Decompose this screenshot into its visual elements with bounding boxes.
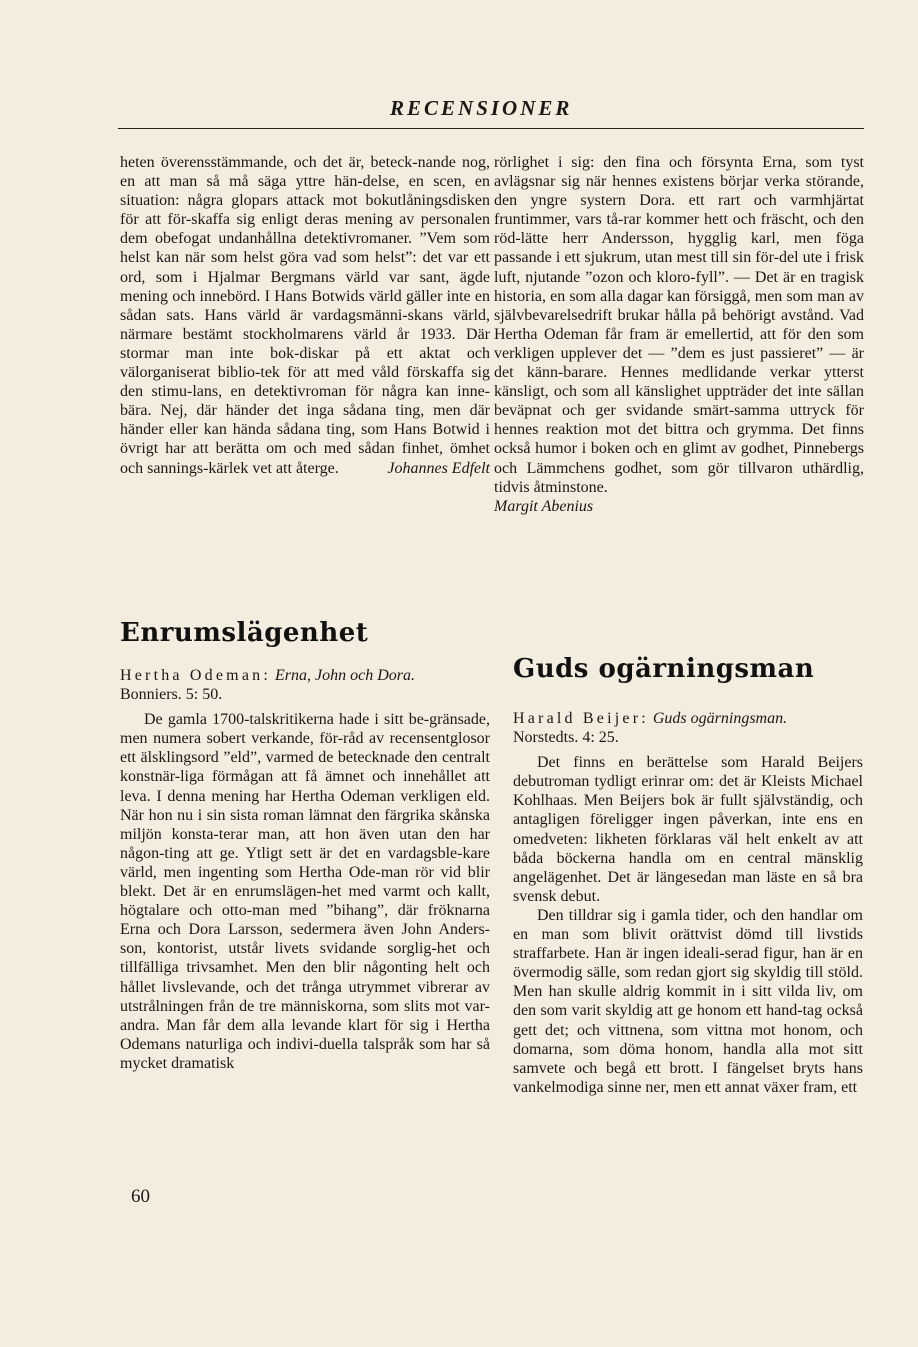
- review-enrumslagenhet-continued: [494, 153, 864, 516]
- bibliographic-entry: [513, 709, 863, 747]
- previous-review-ending: [120, 153, 490, 478]
- book-author: Hertha Odeman:: [120, 667, 271, 684]
- book-publisher: Norstedts. 4: 25.: [513, 729, 619, 747]
- review-signature: Margit Abenius: [494, 497, 594, 515]
- review-title-guds-ogarningsman: Guds ogärningsman: [513, 654, 815, 684]
- previous-review-text: heten överensstämmande, och det är, beteck-nande nog, en att man så må säga yttre hän-delse, en scen, en situation: några glopars attack mot bokutlåningsdisken för att för-skaffa sig enligt deras mening av personalen dem obefogat undanhållna detektivromaner. ”Vem som helst kan när som helst göra vad som helst”: det var ett ord, som i Hjalmar Bergmans värld var sant, ägde mening och innebörd. I Hans Botwids värld gäller inte en sådan sats. Hans värld är vardagsmänni-skans värld, närmare bestämt stockholmarens värld år 1933. Där stormar man inte bok-diskar på ett aktat och välorganiserat biblio-tek för att med våld förskaffa sig den stimu-lans, en detektivroman för några kan inne-bära. Nej, där händer det inga sådana ting, men där händer eller kan hända sådana ting, som Hans Botwid i övrigt har att berätta om och med sådan finhet, ömhet och sannings-kärlek vet att återge. Johannes Edfelt: [120, 154, 490, 477]
- review-enrumslagenhet-body: [120, 666, 490, 1073]
- book-title: Erna, John och Dora.: [274, 667, 415, 684]
- page-number: 60: [131, 1186, 150, 1207]
- review-guds-ogarningsman-body: [513, 709, 863, 1097]
- header-rule: [118, 128, 864, 129]
- review-paragraph: Den tilldrar sig i gamla tider, och den handlar om en man som blivit orättvist dömd till livstids straffarbete. Han är ingen ideali-serad figur, han är en övermodig sälle, som redan gjort sig skyldig till stöld. Men han skulle aldrig kommit in i sitt vilda liv, om den som varit skyldig att ge honom ett hand-tag också gett det; och vittnena, som vittna mot honom, och domarna, som döma honom, handla alla mot sitt samvete och begå ett brott. I fängelset bryts hans vankelmodiga sinne ner, men ett annat växer fram, ett: [513, 906, 863, 1096]
- book-author: Harald Beijer:: [513, 710, 649, 727]
- book-title: Guds ogärningsman.: [652, 710, 788, 727]
- running-header: RECENSIONER: [390, 96, 573, 120]
- review-title-enrumslagenhet: Enrumslägenhet: [120, 618, 369, 648]
- previous-review-signature: Johannes Edfelt: [387, 459, 490, 477]
- bibliographic-entry: [120, 666, 490, 704]
- review-paragraph: Det finns en berättelse som Harald Beijers debutroman tydligt erinrar om: det är Kleists Michael Kohlhaas. Men Beijers bok är fullt självständig, och antagligen föreligger ingen påverkan, inte ens en omedveten: likheten förklaras väl helt enkelt av att båda böckerna handla om en central mänsklig angelägenhet. Det är längesedan man läste en så bra svensk debut.: [513, 754, 863, 905]
- review-paragraph: De gamla 1700-talskritikerna hade i sitt be-gränsade, men numera sobert verkande, för-råd av recensentglosor ett älsklingsord ”eld”, varmed de betecknade den centralt konstnär-liga förmågan att få ämnet och innehållet att leva. I denna mening har Hertha Odeman verkligen eld. När hon nu i sin sista roman lämnat den färgrika skånska miljön konsta-terar man, att hon även utan den har någon-ting att ge. Ytligt sett är det en vardagsble-kare värld, men ingenting som Hertha Ode-man rör vid blir blekt. Det är en enrumslägen-het med varmt och kallt, högtalare och otto-man med ”bihang”, där fröknarna Erna och Dora Larsson, sedermera även John Anders-son, kontorist, utstår livets svidande sorglig-het och tillfälliga trivsamhet. Men den blir någonting helt och hållet livslevande, och det trånga utrymmet vibrerar av utstrålningen från de tre människorna, som slits mot var-andra. Man får dem alla levande klart för sig i Hertha Odemans naturliga och indivi-duella talspråk som har så mycket dramatisk: [120, 711, 490, 1072]
- review-paragraph-continued: rörlighet i sig: den fina och försynta Erna, som tyst avlägsnar sig när hennes existens börjar verka störande, den yngre systern Dora. ett rart och varmhjärtat fruntimmer, vars tå-rar kommer hett och fräscht, och den röd-lätte herr Andersson, hygglig karl, men föga passande i ett sjukrum, utan mest till sin för-del ute i frisk luft, njutande ”ozon och kloro-fyll”. — Det är en tragisk historia, en som alla dagar kan försiggå, men som man av självbevarelsedrift brukar hålla på behörigt avstånd. Vad Hertha Odeman får fram är emellertid, att för den som verkligen upplever det — ”dem es just passieret” — är det känn-barare. Hennes medlidande verkar ytterst känsligt, och som all känslighet uppträder det inte sällan beväpnat och ger svidande smärt-samma uttryck för hennes reaktion mot det bittra och grymma. Det finns också humor i boken och en glimt av godhet, Pinnebergs och Lämmchens godhet, som gör tillvaron uthärdlig, tidvis åtminstone.: [494, 154, 864, 496]
- book-publisher: Bonniers. 5: 50.: [120, 686, 223, 704]
